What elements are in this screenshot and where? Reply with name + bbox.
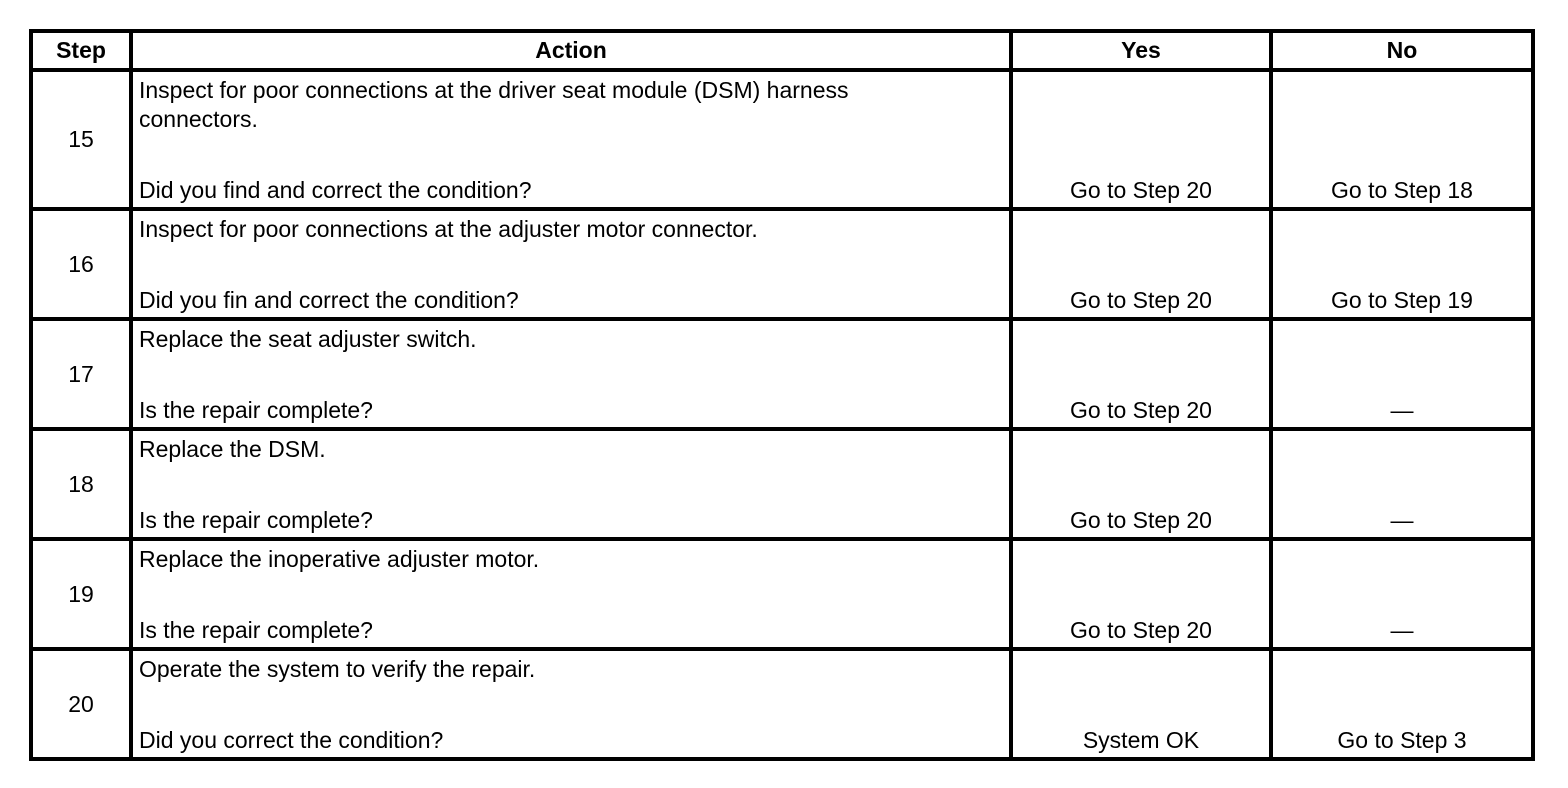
action-cell <box>131 649 1011 759</box>
no-result: — <box>1271 429 1533 539</box>
action-question: Did you fin and correct the condition? <box>139 287 519 313</box>
action-question: Did you find and correct the condition? <box>139 177 532 203</box>
action-question: Did you correct the condition? <box>139 727 444 753</box>
diagnostic-table <box>29 29 1535 761</box>
yes-result: Go to Step 20 <box>1011 319 1271 429</box>
yes-result: System OK <box>1011 649 1271 759</box>
step-number: 18 <box>31 429 131 539</box>
action-cell <box>131 319 1011 429</box>
header-yes: Yes <box>1011 31 1271 70</box>
step-number: 16 <box>31 209 131 319</box>
header-action: Action <box>131 31 1011 70</box>
action-cell <box>131 429 1011 539</box>
no-result: — <box>1271 319 1533 429</box>
table-row <box>31 429 1533 539</box>
table-row <box>31 70 1533 209</box>
action-question: Is the repair complete? <box>139 397 373 423</box>
no-result: — <box>1271 539 1533 649</box>
yes-result: Go to Step 20 <box>1011 429 1271 539</box>
table-row <box>31 649 1533 759</box>
step-number: 17 <box>31 319 131 429</box>
yes-result: Go to Step 20 <box>1011 70 1271 209</box>
header-no: No <box>1271 31 1533 70</box>
step-number: 20 <box>31 649 131 759</box>
header-step: Step <box>31 31 131 70</box>
table-header-row <box>31 31 1533 70</box>
yes-result: Go to Step 20 <box>1011 209 1271 319</box>
table-row <box>31 209 1533 319</box>
no-result: Go to Step 3 <box>1271 649 1533 759</box>
no-result: Go to Step 18 <box>1271 70 1533 209</box>
action-cell <box>131 209 1011 319</box>
no-result: Go to Step 19 <box>1271 209 1533 319</box>
action-description: Replace the inoperative adjuster motor. <box>139 546 540 572</box>
table-row <box>31 539 1533 649</box>
action-question: Is the repair complete? <box>139 507 373 533</box>
action-description: Inspect for poor connections at the driver seat module (DSM) harness connectors. <box>139 77 849 132</box>
action-description: Replace the seat adjuster switch. <box>139 326 477 352</box>
action-description: Inspect for poor connections at the adjuster motor connector. <box>139 216 758 242</box>
step-number: 15 <box>31 70 131 209</box>
action-description: Operate the system to verify the repair. <box>139 656 536 682</box>
step-number: 19 <box>31 539 131 649</box>
yes-result: Go to Step 20 <box>1011 539 1271 649</box>
table-row <box>31 319 1533 429</box>
action-cell <box>131 70 1011 209</box>
action-description: Replace the DSM. <box>139 436 326 462</box>
action-question: Is the repair complete? <box>139 617 373 643</box>
action-cell <box>131 539 1011 649</box>
